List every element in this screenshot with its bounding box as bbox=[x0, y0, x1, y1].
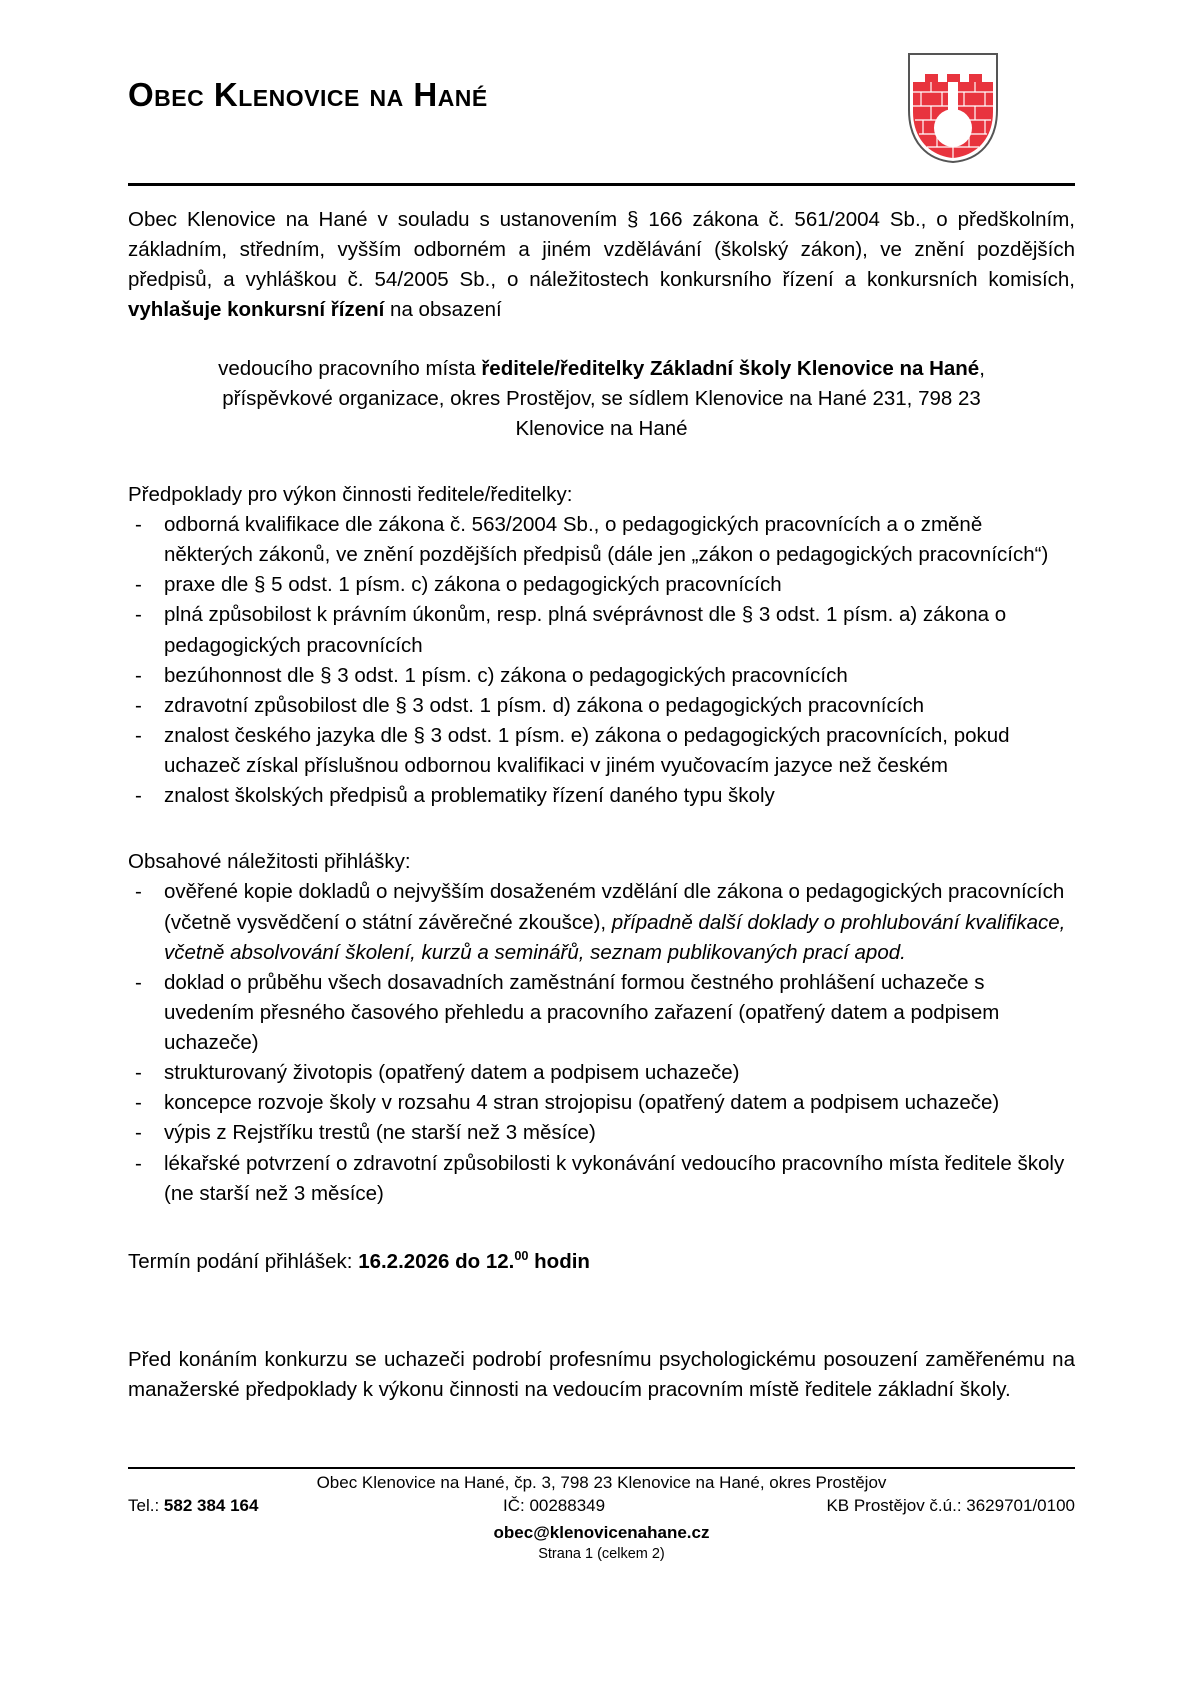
dash-bullet-icon: - bbox=[135, 513, 142, 536]
deadline-line bbox=[128, 1247, 1075, 1277]
deadline-date: 16.2.2026 do 12. bbox=[358, 1249, 515, 1273]
list-item-text: znalost školských předpisů a problematiky řízení daného typu školy bbox=[164, 784, 775, 808]
coat-of-arms-icon bbox=[907, 52, 999, 164]
intro-paragraph bbox=[128, 205, 1075, 326]
list-item bbox=[128, 877, 1075, 967]
position-line-2: příspěvkové organizace, okres Prostějov, se sídlem Klenovice na Hané 231, 798 23 bbox=[222, 386, 981, 410]
page-title: Obec Klenovice na Hané bbox=[128, 76, 488, 113]
list-item bbox=[128, 721, 1075, 781]
deadline-minutes-superscript: 00 bbox=[514, 1247, 529, 1263]
list-item bbox=[128, 781, 1075, 811]
list-item-text: plná způsobilost k právním úkonům, resp. plná svéprávnost dle § 3 odst. 1 písm. a) zákona o pedagogických pracovnících bbox=[164, 603, 1007, 657]
list-item-text: praxe dle § 5 odst. 1 písm. c) zákona o pedagogických pracovnících bbox=[164, 573, 782, 597]
list-item bbox=[128, 691, 1075, 721]
position-block bbox=[128, 354, 1075, 444]
list-item bbox=[128, 570, 1075, 600]
list-item-text: koncepce rozvoje školy v rozsahu 4 stran strojopisu (opatřený datem a podpisem uchazeče) bbox=[164, 1091, 1000, 1115]
dash-bullet-icon: - bbox=[135, 723, 142, 747]
dash-bullet-icon: - bbox=[135, 880, 142, 904]
application-list bbox=[128, 877, 1075, 1208]
footer-ico: IČ: 00288349 bbox=[503, 1496, 606, 1515]
position-title-bold: ředitele/ředitelky Základní školy Klenovice na Hané bbox=[481, 356, 980, 380]
list-item bbox=[128, 1118, 1075, 1148]
application-heading: Obsahové náležitosti přihlášky: bbox=[128, 850, 411, 874]
dash-bullet-icon: - bbox=[135, 784, 142, 808]
letterhead bbox=[128, 0, 1075, 135]
position-suffix: , bbox=[979, 356, 985, 380]
footer-telephone-label: Tel.: bbox=[128, 1496, 164, 1515]
footer-page-number: Strana 1 (celkem 2) bbox=[538, 1546, 665, 1562]
list-item bbox=[128, 1149, 1075, 1209]
dash-bullet-icon: - bbox=[135, 573, 142, 597]
page-footer bbox=[128, 1467, 1075, 1562]
dash-bullet-icon: - bbox=[135, 1121, 142, 1145]
list-item-text: doklad o průběhu všech dosavadních zaměstnání formou čestného prohlášení uchazeče s uvedením přesného časového přehledu a pracovního zařazení (opatřený datem a podpisem uchazeče) bbox=[164, 970, 1000, 1054]
footer-bank-account: KB Prostějov č.ú.: 3629701/0100 bbox=[826, 1496, 1075, 1515]
list-item bbox=[128, 1088, 1075, 1118]
footer-telephone-value: 582 384 164 bbox=[163, 1496, 259, 1515]
dash-bullet-icon: - bbox=[135, 663, 142, 687]
dash-bullet-icon: - bbox=[135, 970, 142, 994]
dash-bullet-icon: - bbox=[135, 603, 142, 627]
list-item-text: lékařské potvrzení o zdravotní způsobilosti k vykonávání vedoucího pracovního místa ředitele školy (ne starší než 3 měsíce) bbox=[164, 1151, 1065, 1205]
list-item-italic-text: případně další doklady o prohlubování kvalifikace, včetně absolvování školení, kurzů a seminářů, seznam publikovaných prací apod. bbox=[164, 910, 1066, 964]
deadline-value bbox=[358, 1247, 590, 1273]
header-divider bbox=[128, 183, 1075, 186]
list-item-text: zdravotní způsobilost dle § 3 odst. 1 písm. d) zákona o pedagogických pracovnících bbox=[164, 693, 925, 717]
intro-part-2: na obsazení bbox=[384, 298, 502, 322]
intro-part-1: Obec Klenovice na Hané v souladu s ustanovením § 166 zákona č. 561/2004 Sb., o předškolním, základním, středním, vyšším odborném a jiném vzdělávání (školský zákon), ve znění pozdějších předpisů, a vyhláškou č. 54/2005 Sb., o náležitostech konkursního řízení a konkursních komisích, bbox=[128, 208, 1075, 292]
page-content bbox=[128, 0, 1075, 1684]
intro-bold-phrase: vyhlašuje konkursní řízení bbox=[128, 298, 385, 322]
dash-bullet-icon: - bbox=[135, 1061, 142, 1085]
requirements-list bbox=[128, 510, 1075, 811]
position-line-3: Klenovice na Hané bbox=[515, 416, 688, 440]
deadline-suffix: hodin bbox=[528, 1249, 590, 1273]
footer-email[interactable]: obec@klenovicenahane.cz bbox=[493, 1523, 710, 1542]
list-item-text: znalost českého jazyka dle § 3 odst. 1 písm. e) zákona o pedagogických pracovnících, pokud uchazeč získal příslušnou odbornou kvalifikaci v jiném vyučovacím jazyce než českém bbox=[164, 723, 1010, 777]
position-line-1 bbox=[128, 354, 1075, 384]
list-item bbox=[128, 661, 1075, 691]
list-item bbox=[128, 968, 1075, 1058]
list-item bbox=[128, 1058, 1075, 1088]
list-item-text: odborná kvalifikace dle zákona č. 563/2004 Sb., o pedagogických pracovnících a o změně některých zákonů, ve znění pozdějších předpisů (dále jen „zákon o pedagogických pracovnících“) bbox=[164, 513, 1049, 567]
footer-contact-row bbox=[128, 1496, 1075, 1520]
deadline-label: Termín podání přihlášek: bbox=[128, 1249, 359, 1273]
list-item bbox=[128, 510, 1075, 570]
closing-paragraph: Před konáním konkurzu se uchazeči podrobí profesnímu psychologickému posouzení zaměřenému na manažerské předpoklady k výkonu činnosti na vedoucím pracovním místě ředitele základní školy. bbox=[128, 1347, 1075, 1401]
list-item-text: strukturovaný životopis (opatřený datem a podpisem uchazeče) bbox=[164, 1061, 740, 1085]
list-item bbox=[128, 600, 1075, 660]
requirements-heading: Předpoklady pro výkon činnosti ředitele/ředitelky: bbox=[128, 482, 573, 506]
footer-divider bbox=[128, 1467, 1075, 1469]
footer-telephone bbox=[128, 1496, 258, 1516]
footer-address: Obec Klenovice na Hané, čp. 3, 798 23 Klenovice na Hané, okres Prostějov bbox=[316, 1473, 887, 1492]
dash-bullet-icon: - bbox=[135, 1151, 142, 1175]
list-item-text: výpis z Rejstříku trestů (ne starší než 3 měsíce) bbox=[164, 1121, 596, 1145]
document-body bbox=[128, 205, 1075, 1405]
list-item-text: bezúhonnost dle § 3 odst. 1 písm. c) zákona o pedagogických pracovnících bbox=[164, 663, 848, 687]
position-prefix: vedoucího pracovního místa bbox=[218, 356, 482, 380]
list-item-text: ověřené kopie dokladů o nejvyšším dosaženém vzdělání dle zákona o pedagogických pracovnících (včetně vysvědčení o státní závěrečné zkoušce), bbox=[164, 880, 1065, 934]
dash-bullet-icon: - bbox=[135, 1091, 142, 1115]
dash-bullet-icon: - bbox=[135, 693, 142, 717]
